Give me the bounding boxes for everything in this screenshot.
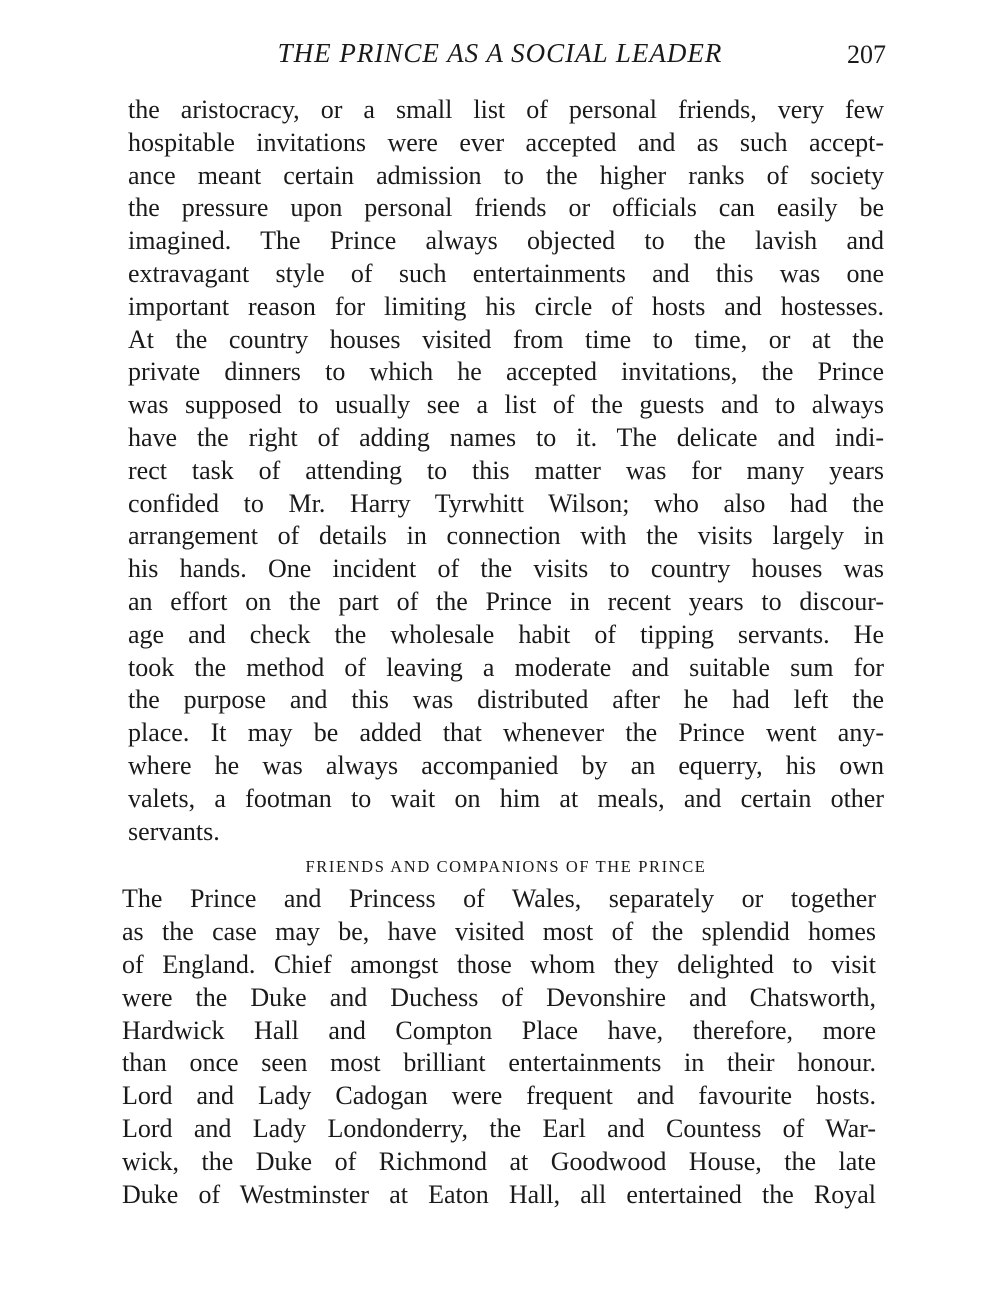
paragraph-aristocracy	[128, 94, 884, 886]
text-line: the pressure upon personal friends or officials can easily be	[128, 193, 884, 223]
text-line: Hardwick Hall and Compton Place have, therefore, more	[122, 1015, 876, 1045]
text-line: was supposed to usually see a list of the guests and to always	[128, 390, 884, 420]
text-line: took the method of leaving a moderate and suitable sum for	[128, 652, 884, 682]
text-line: The Prince and Princess of Wales, separately or together	[122, 884, 876, 913]
text-line: private dinners to which he accepted invitations, the Prince	[128, 357, 884, 387]
paragraph-friends	[122, 883, 876, 1212]
section-heading: FRIENDS AND COMPANIONS OF THE PRINCE	[305, 857, 707, 877]
text-line: extravagant style of such entertainments and this was one	[128, 258, 884, 288]
text-line: arrangement of details in connection with the visits largely in	[128, 521, 884, 551]
text-line: Lord and Lady Londonderry, the Earl and Countess of War-	[122, 1114, 876, 1144]
text-line: were the Duke and Duchess of Devonshire and Chatsworth,	[122, 982, 876, 1012]
text-line: where he was always accompanied by an equerry, his own	[128, 750, 884, 780]
running-header	[120, 36, 890, 72]
text-line: an effort on the part of the Prince in recent years to discour-	[128, 586, 884, 616]
text-line: Duke of Westminster at Eaton Hall, all entertained the Royal	[122, 1180, 876, 1210]
text-line: imagined. The Prince always objected to the lavish and	[128, 226, 884, 256]
text-line: servants.	[128, 816, 220, 846]
page-number: 207	[847, 40, 886, 69]
text-line: confided to Mr. Harry Tyrwhitt Wilson; who also had the	[128, 488, 884, 518]
text-line: have the right of adding names to it. The delicate and indi-	[128, 422, 884, 452]
text-line: valets, a footman to wait on him at meals, and certain other	[128, 783, 884, 813]
text-line: the purpose and this was distributed after he had left the	[128, 685, 884, 715]
text-line: important reason for limiting his circle of hosts and hostesses.	[128, 291, 884, 321]
text-line: his hands. One incident of the visits to country houses was	[128, 554, 884, 584]
text-line: age and check the wholesale habit of tipping servants. He	[128, 619, 884, 649]
text-line: Lord and Lady Cadogan were frequent and favourite hosts.	[122, 1081, 876, 1111]
text-line: At the country houses visited from time to time, or at the	[128, 324, 884, 354]
text-line: place. It may be added that whenever the Prince went any-	[128, 718, 884, 748]
text-line: than once seen most brilliant entertainments in their honour.	[122, 1048, 876, 1078]
text-line: hospitable invitations were ever accepted and as such accept-	[128, 127, 884, 157]
text-line: rect task of attending to this matter was for many years	[128, 455, 884, 485]
running-title: THE PRINCE AS A SOCIAL LEADER	[277, 38, 723, 68]
text-line: ance meant certain admission to the higher ranks of society	[128, 160, 884, 190]
text-line: as the case may be, have visited most of the splendid homes	[122, 916, 876, 946]
text-line: wick, the Duke of Richmond at Goodwood House, the late	[122, 1147, 876, 1177]
text-line: the aristocracy, or a small list of personal friends, very few	[128, 95, 884, 124]
text-line: of England. Chief amongst those whom they delighted to visit	[122, 949, 876, 979]
